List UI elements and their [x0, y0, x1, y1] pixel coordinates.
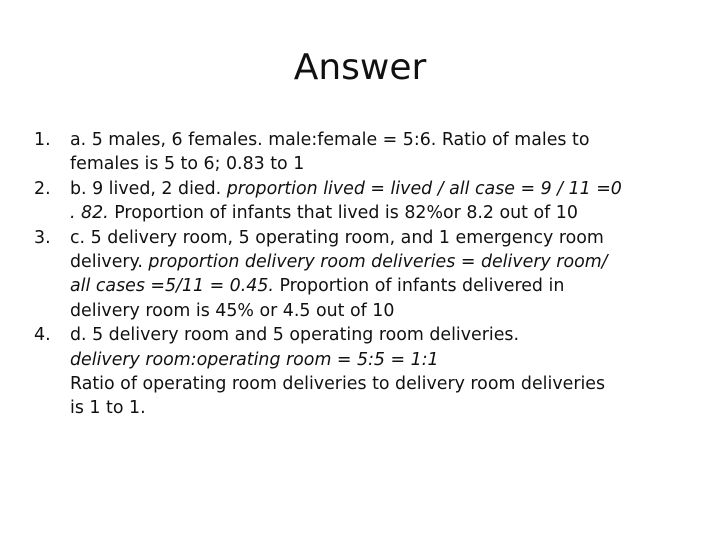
item-line — [70, 250, 684, 274]
item-line: c. 5 delivery room, 5 operating room, and 1 emergency room — [70, 227, 604, 248]
formula-text: proportion delivery room deliveries = delivery room/ — [148, 252, 608, 273]
item-line: females is 5 to 6; 0.83 to 1 — [70, 154, 305, 175]
slide-title: Answer — [293, 47, 427, 88]
item-line: d. 5 delivery room and 5 operating room deliveries. — [70, 325, 520, 346]
line-text: delivery. — [70, 252, 149, 273]
item-line — [70, 177, 684, 201]
answer-item-1 — [34, 128, 684, 177]
item-line — [70, 201, 684, 225]
formula-text: . 82. — [70, 203, 109, 224]
answer-item-4 — [34, 323, 684, 421]
item-line — [70, 274, 684, 298]
item-number: 4. — [34, 325, 51, 346]
line-text: Proportion of infants delivered in — [273, 276, 565, 297]
item-number: 3. — [34, 227, 51, 248]
item-line: Ratio of operating room deliveries to delivery room deliveries — [70, 374, 606, 395]
answer-item-3 — [34, 226, 684, 324]
line-text: b. 9 lived, 2 died. — [70, 178, 227, 199]
item-number: 1. — [34, 130, 51, 150]
line-text: Proportion of infants that lived is 82%or 8.2 out of 10 — [108, 203, 578, 224]
item-line: a. 5 males, 6 females. male:female = 5:6. Ratio of males to — [70, 130, 590, 150]
formula-line: delivery room:operating room = 5:5 = 1:1 — [70, 349, 439, 370]
formula-text: all cases =5/11 = 0.45. — [70, 276, 274, 297]
item-line: delivery room is 45% or 4.5 out of 10 — [70, 300, 395, 321]
item-number: 2. — [34, 178, 51, 199]
item-line: is 1 to 1. — [70, 398, 146, 419]
answer-list — [34, 128, 684, 421]
answer-item-2 — [34, 177, 684, 226]
formula-text: proportion lived = lived / all case = 9 / 11 =0 — [226, 178, 622, 199]
